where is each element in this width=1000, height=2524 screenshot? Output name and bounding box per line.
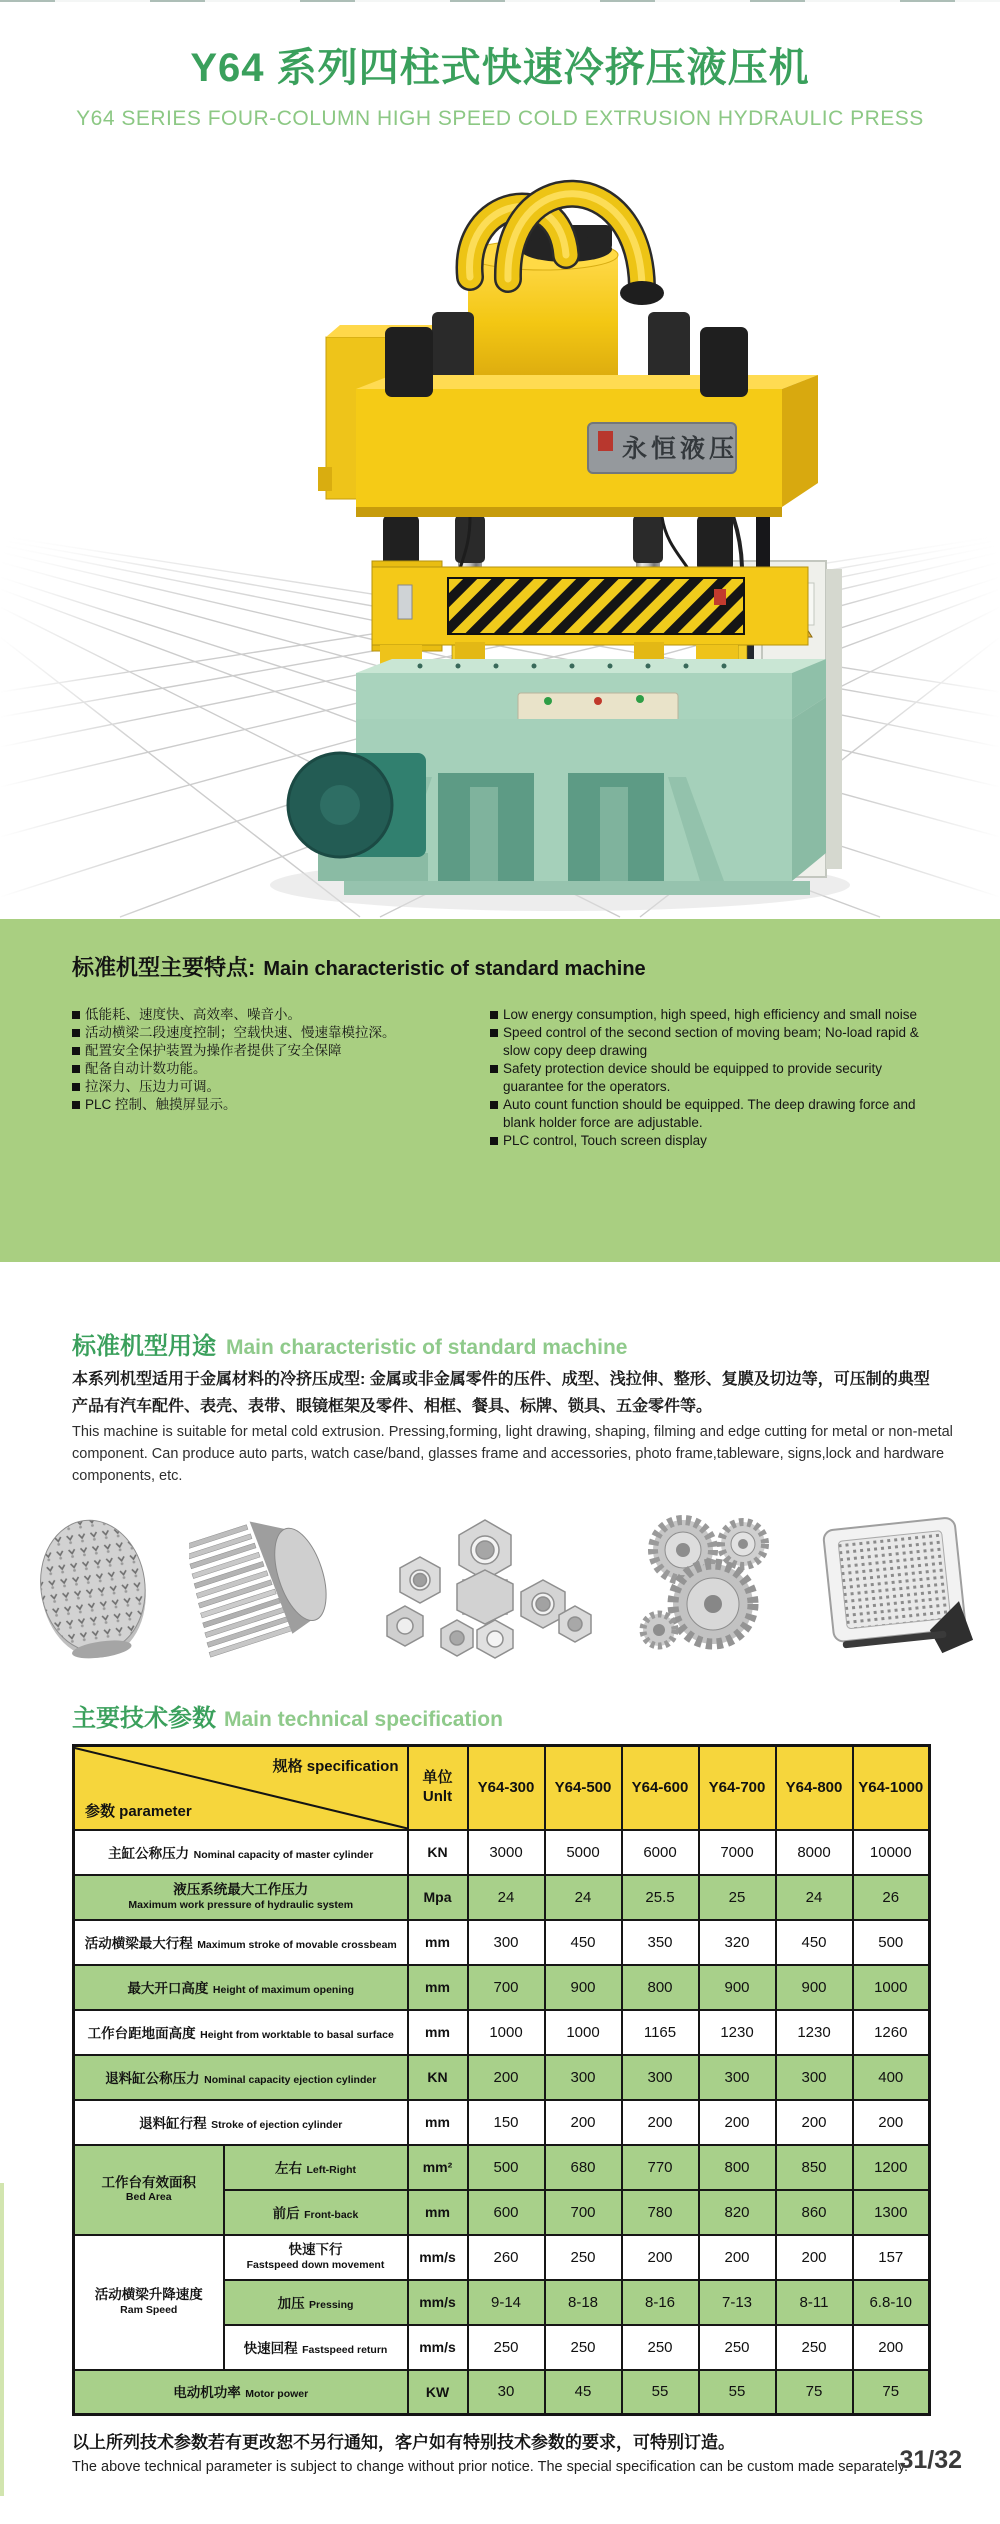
bullet-square-icon: [490, 1137, 498, 1145]
feature-item: [72, 1096, 472, 1114]
value-cell: 200: [622, 2100, 699, 2145]
value-cell: 24: [468, 1875, 545, 1920]
value-cell: 8000: [776, 1830, 853, 1875]
unit-cell: mm: [408, 1965, 468, 2010]
value-cell: 150: [468, 2100, 545, 2145]
value-cell: 200: [699, 2100, 776, 2145]
value-cell: 850: [776, 2145, 853, 2190]
value-cell: 200: [853, 2100, 930, 2145]
param-cell: 电动机功率 Motor power: [74, 2370, 408, 2415]
unit-cell: KN: [408, 1830, 468, 1875]
value-cell: 24: [776, 1875, 853, 1920]
product-photo-nuts: [365, 1502, 605, 1662]
value-cell: 500: [853, 1920, 930, 1965]
value-cell: 200: [545, 2100, 622, 2145]
model-header-cell: Y64-700: [699, 1746, 776, 1830]
feature-text: 配备自动计数功能。: [85, 1061, 207, 1076]
bullet-square-icon: [490, 1011, 498, 1019]
value-cell: 820: [699, 2190, 776, 2235]
feature-item: [490, 1132, 938, 1150]
unit-cell: KN: [408, 2055, 468, 2100]
feature-text: Low energy consumption, high speed, high efficiency and small noise: [503, 1007, 918, 1022]
product-photos-row: [0, 1492, 1000, 1662]
value-cell: 3000: [468, 1830, 545, 1875]
spec-row: [74, 1875, 930, 1920]
bullet-square-icon: [72, 1083, 80, 1091]
value-cell: 7000: [699, 1830, 776, 1875]
features-heading-cn: 标准机型主要特点:: [72, 955, 256, 980]
feature-item: [72, 1042, 472, 1060]
unit-cell: Mpa: [408, 1875, 468, 1920]
value-cell: 450: [545, 1920, 622, 1965]
value-cell: 600: [468, 2190, 545, 2235]
group-cell-bed-area: 工作台有效面积 Bed Area: [74, 2145, 224, 2235]
spec-row: [74, 1920, 930, 1965]
product-photo-pin-heatsink: [23, 1502, 163, 1662]
value-cell: 900: [776, 1965, 853, 2010]
value-cell: 26: [853, 1875, 930, 1920]
value-cell: 1200: [853, 2145, 930, 2190]
param-cell: 退料缸行程 Stroke of ejection cylinder: [74, 2100, 408, 2145]
features-list-en: [490, 1006, 938, 1150]
unit-cell: mm: [408, 2190, 468, 2235]
feature-item: [72, 1060, 472, 1078]
value-cell: 300: [622, 2055, 699, 2100]
bullet-square-icon: [72, 1029, 80, 1037]
features-heading: [72, 951, 940, 982]
bullet-square-icon: [490, 1101, 498, 1109]
feature-text: PLC control, Touch screen display: [503, 1133, 707, 1148]
unit-header-cn: 单位: [422, 1769, 453, 1786]
value-cell: 6000: [622, 1830, 699, 1875]
value-cell: 300: [699, 2055, 776, 2100]
usage-body-cn: 本系列机型适用于金属材料的冷挤压成型: 金属或非金属零件的压件、成型、浅拉伸、整形、复膜及切边等，可压制的典型产品有汽车配件、表壳、表带、眼镜框架及零件、相框、餐具、标牌、锁具、五金零件等。: [72, 1371, 930, 1415]
unit-cell: mm: [408, 2100, 468, 2145]
features-section: [0, 919, 1000, 1262]
value-cell: 75: [776, 2370, 853, 2415]
value-cell: 500: [468, 2145, 545, 2190]
param-cell: 液压系统最大工作压力 Maximum work pressure of hydraulic system: [74, 1875, 408, 1920]
param-cell: 活动横梁最大行程 Maximum stroke of movable crossbeam: [74, 1920, 408, 1965]
value-cell: 780: [622, 2190, 699, 2235]
value-cell: 200: [776, 2100, 853, 2145]
param-cell: 主缸公称压力 Nominal capacity of master cylinder: [74, 1830, 408, 1875]
unit-header-cell: [408, 1746, 468, 1830]
value-cell: 250: [545, 2235, 622, 2280]
value-cell: 6.8-10: [853, 2280, 930, 2325]
feature-item: [72, 1078, 472, 1096]
feature-text: 拉深力、压边力可调。: [85, 1079, 220, 1094]
value-cell: 75: [853, 2370, 930, 2415]
value-cell: 24: [545, 1875, 622, 1920]
model-header-cell: Y64-500: [545, 1746, 622, 1830]
value-cell: 1165: [622, 2010, 699, 2055]
value-cell: 1300: [853, 2190, 930, 2235]
bullet-square-icon: [72, 1101, 80, 1109]
features-heading-en: Main characteristic of standard machine: [263, 958, 646, 980]
spec-row: [74, 2370, 930, 2415]
value-cell: 200: [776, 2235, 853, 2280]
spec-row: [74, 2055, 930, 2100]
moving-crossbeam: [372, 561, 808, 651]
spec-row: [74, 2100, 930, 2145]
bullet-square-icon: [490, 1065, 498, 1073]
feature-item: [490, 1096, 938, 1132]
spec-row: [74, 1965, 930, 2010]
feature-item: [490, 1006, 938, 1024]
value-cell: 300: [468, 1920, 545, 1965]
value-cell: 800: [699, 2145, 776, 2190]
usage-heading-en: Main characteristic of standard machine: [226, 1336, 628, 1359]
value-cell: 8-11: [776, 2280, 853, 2325]
value-cell: 800: [622, 1965, 699, 2010]
corner-spec-label: 规格 specification: [272, 1758, 399, 1775]
feature-text: Safety protection device should be equipped to provide security guarantee for the operators.: [503, 1061, 882, 1094]
value-cell: 200: [853, 2325, 930, 2370]
value-cell: 55: [699, 2370, 776, 2415]
unit-cell: mm: [408, 1920, 468, 1965]
value-cell: 260: [468, 2235, 545, 2280]
page-number: 31/32: [899, 2446, 962, 2474]
value-cell: 9-14: [468, 2280, 545, 2325]
machine-photo: [0, 135, 1000, 919]
value-cell: 1230: [776, 2010, 853, 2055]
value-cell: 1230: [699, 2010, 776, 2055]
feature-text: PLC 控制、触摸屏显示。: [85, 1097, 237, 1112]
value-cell: 1000: [853, 1965, 930, 2010]
param-cell: 快速下行 Fastspeed down movement: [224, 2235, 408, 2280]
value-cell: 250: [776, 2325, 853, 2370]
usage-heading-cn: 标准机型用途: [72, 1333, 216, 1360]
value-cell: 250: [699, 2325, 776, 2370]
value-cell: 45: [545, 2370, 622, 2415]
feature-text: 配置安全保护装置为操作者提供了安全保障: [85, 1043, 342, 1058]
page-title: Y64 系列四柱式快速冷挤压液压机: [190, 46, 810, 90]
motor: [288, 753, 428, 881]
features-list-cn: [72, 1006, 472, 1150]
group-cell-ram-speed: 活动横梁升降速度 Ram Speed: [74, 2235, 224, 2370]
brand-plate-text: 永恒液压: [622, 435, 739, 463]
spec-row: [74, 1830, 930, 1875]
product-photo-gears: [631, 1502, 781, 1662]
model-header-cell: Y64-1000: [853, 1746, 930, 1830]
param-cell: 退料缸公称压力 Nominal capacity ejection cylinder: [74, 2055, 408, 2100]
value-cell: 700: [468, 1965, 545, 2010]
footer-note-en: The above technical parameter is subject to change without prior notice. The special specification can be custom made separately.: [72, 2459, 909, 2475]
unit-cell: mm: [408, 2010, 468, 2055]
product-photo-cooling-pad: [807, 1510, 977, 1662]
value-cell: 320: [699, 1920, 776, 1965]
value-cell: 400: [853, 2055, 930, 2100]
table-header-row: [74, 1746, 930, 1830]
model-header-cell: Y64-600: [622, 1746, 699, 1830]
param-cell: 前后 Front-back: [224, 2190, 408, 2235]
hydraulic-press-illustration: [0, 135, 1000, 919]
feature-item: [490, 1024, 938, 1060]
unit-cell: mm/s: [408, 2325, 468, 2370]
spec-row: [74, 2145, 930, 2190]
spec-row: [74, 2010, 930, 2055]
value-cell: 25: [699, 1875, 776, 1920]
specs-heading-cn: 主要技术参数: [72, 1705, 216, 1732]
param-cell: 最大开口高度 Height of maximum opening: [74, 1965, 408, 2010]
value-cell: 1000: [545, 2010, 622, 2055]
unit-cell: mm²: [408, 2145, 468, 2190]
specs-heading-en: Main technical specification: [224, 1708, 503, 1731]
value-cell: 1000: [468, 2010, 545, 2055]
value-cell: 250: [545, 2325, 622, 2370]
value-cell: 30: [468, 2370, 545, 2415]
value-cell: 200: [699, 2235, 776, 2280]
model-header-cell: Y64-300: [468, 1746, 545, 1830]
value-cell: 55: [622, 2370, 699, 2415]
value-cell: 7-13: [699, 2280, 776, 2325]
value-cell: 900: [699, 1965, 776, 2010]
bullet-square-icon: [72, 1065, 80, 1073]
value-cell: 10000: [853, 1830, 930, 1875]
specification-table: [72, 1744, 931, 2416]
unit-cell: mm/s: [408, 2235, 468, 2280]
feature-text: 活动横梁二段速度控制；空载快速、慢速靠模拉深。: [85, 1025, 396, 1040]
value-cell: 860: [776, 2190, 853, 2235]
value-cell: 770: [622, 2145, 699, 2190]
unit-header-en: Unlt: [422, 1787, 453, 1805]
value-cell: 25.5: [622, 1875, 699, 1920]
product-photo-finned-heatsink: [189, 1502, 339, 1662]
value-cell: 900: [545, 1965, 622, 2010]
value-cell: 157: [853, 2235, 930, 2280]
value-cell: 8-16: [622, 2280, 699, 2325]
feature-item: [72, 1006, 472, 1024]
value-cell: 5000: [545, 1830, 622, 1875]
model-header-cell: Y64-800: [776, 1746, 853, 1830]
feature-item: [72, 1024, 472, 1042]
usage-heading: [72, 1326, 627, 1361]
unit-cell: mm/s: [408, 2280, 468, 2325]
feature-text: Speed control of the second section of moving beam; No-load rapid & slow copy deep drawing: [503, 1025, 919, 1058]
value-cell: 200: [468, 2055, 545, 2100]
press-head: [318, 194, 818, 517]
value-cell: 450: [776, 1920, 853, 1965]
feature-text: 低能耗、速度快、高效率、噪音小。: [85, 1007, 301, 1022]
page-subtitle: Y64 SERIES FOUR-COLUMN HIGH SPEED COLD EXTRUSION HYDRAULIC PRESS: [76, 107, 924, 130]
value-cell: 250: [622, 2325, 699, 2370]
param-cell: 左右 Left-Right: [224, 2145, 408, 2190]
value-cell: 300: [545, 2055, 622, 2100]
value-cell: 250: [468, 2325, 545, 2370]
corner-header-cell: [74, 1746, 408, 1830]
value-cell: 8-18: [545, 2280, 622, 2325]
specs-heading: [72, 1698, 503, 1733]
spec-row: [74, 2235, 930, 2280]
unit-cell: KW: [408, 2370, 468, 2415]
value-cell: 300: [776, 2055, 853, 2100]
value-cell: 200: [622, 2235, 699, 2280]
footer-note-cn: 以上所列技术参数若有更改恕不另行通知，客户如有特别技术参数的要求，可特别订造。: [72, 2433, 735, 2452]
value-cell: 680: [545, 2145, 622, 2190]
feature-item: [490, 1060, 938, 1096]
param-cell: 快速回程 Fastspeed return: [224, 2325, 408, 2370]
value-cell: 700: [545, 2190, 622, 2235]
usage-body-en: This machine is suitable for metal cold extrusion. Pressing,forming, light drawing, shaping, filming and edge cutting for metal or non-metal component. Can produce auto parts, watch case/band, glasses frame and accessories, photo frame,tableware, signs,lock and hardware components, etc.: [72, 1424, 953, 1484]
value-cell: 1260: [853, 2010, 930, 2055]
bullet-square-icon: [490, 1029, 498, 1037]
param-cell: 加压 Pressing: [224, 2280, 408, 2325]
bullet-square-icon: [72, 1011, 80, 1019]
value-cell: 350: [622, 1920, 699, 1965]
left-edge-strip: [0, 2183, 4, 2496]
top-edge-strip: [0, 0, 1000, 2]
feature-text: Auto count function should be equipped. The deep drawing force and blank holder force are adjustable.: [503, 1097, 916, 1130]
bullet-square-icon: [72, 1047, 80, 1055]
corner-param-label: 参数 parameter: [85, 1802, 192, 1820]
param-cell: 工作台距地面高度 Height from worktable to basal surface: [74, 2010, 408, 2055]
